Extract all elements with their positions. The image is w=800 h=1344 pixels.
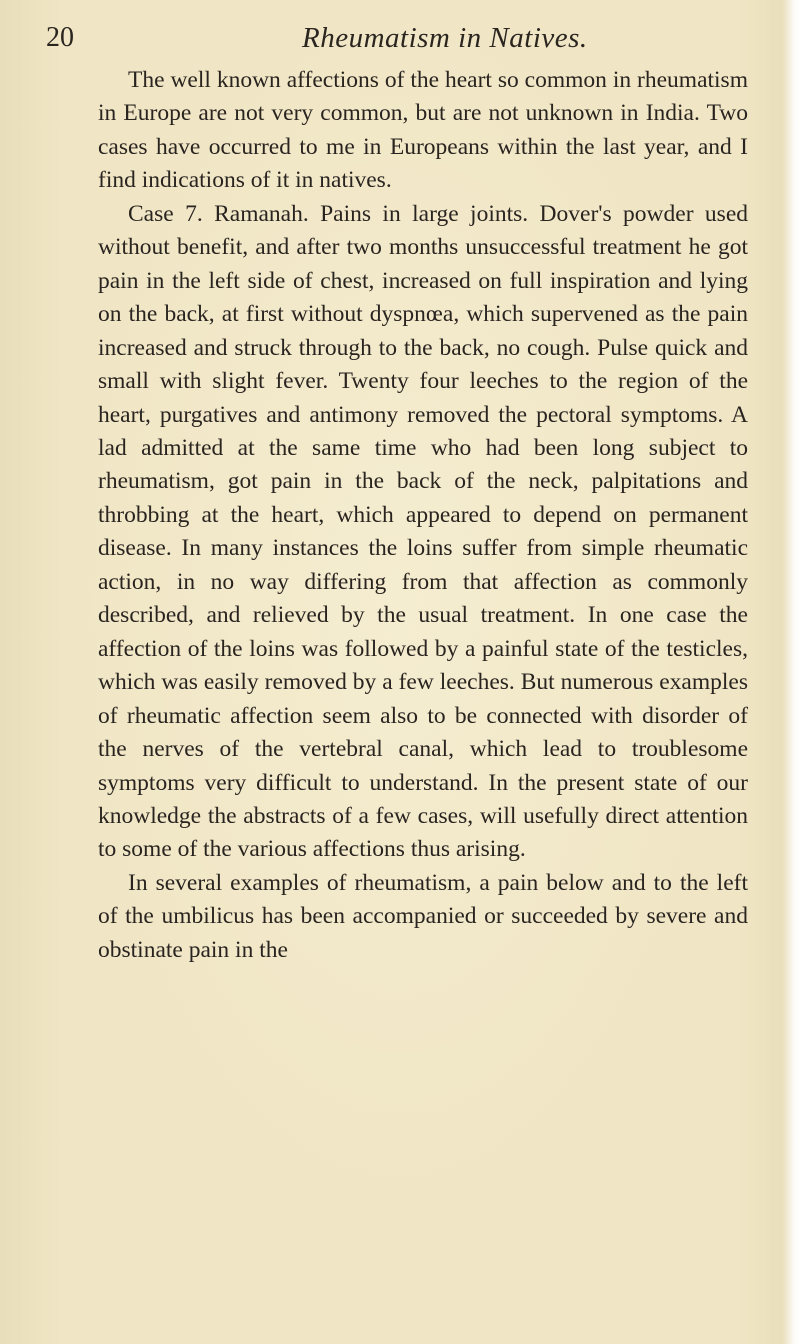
paragraph: In several examples of rheumatism, a pain below and to the left of the umbilicus has been accompanied or succeeded by severe and obstinate pain in the xyxy=(98,869,748,963)
body-text xyxy=(98,64,748,967)
running-title: Rheumatism in Natives. xyxy=(302,22,588,54)
running-head xyxy=(46,22,746,58)
page-edge xyxy=(782,0,800,1344)
paragraph: Case 7. Ramanah. Pains in large joints. Dover's powder used without benefit, and after two months unsuccessful treatment he got pain in the left side of chest, increased on full inspiration and lying on the back, at first without dyspnœa, which supervened as the pain increased and struck through to the back, no cough. Pulse quick and small with slight fever. Twenty four leeches to the region of the heart, purgatives and antimony removed the pectoral symptoms. A lad admitted at the same time who had been long subject to rheumatism, got pain in the back of the neck, palpitations and throbbing at the heart, which appeared to depend on permanent disease. In many instances the loins suffer from simple rheumatic action, in no way differing from that affection as commonly described, and relieved by the usual treatment. In one case the affection of the loins was followed by a painful state of the testicles, which was easily removed by a few leeches. But numerous examples of rheumatic affection seem also to be connected with disorder of the nerves of the vertebral canal, which lead to troublesome symptoms very difficult to understand. In the present state of our knowledge the abstracts of a few cases, will usefully direct attention to some of the various affections thus arising. xyxy=(98,200,748,863)
paragraph: The well known affections of the heart so common in rheumatism in Europe are not very common, but are not unknown in India. Two cases have occurred to me in Europeans within the last year, and I find indications of it in natives. xyxy=(98,67,748,194)
page-number: 20 xyxy=(46,22,74,53)
